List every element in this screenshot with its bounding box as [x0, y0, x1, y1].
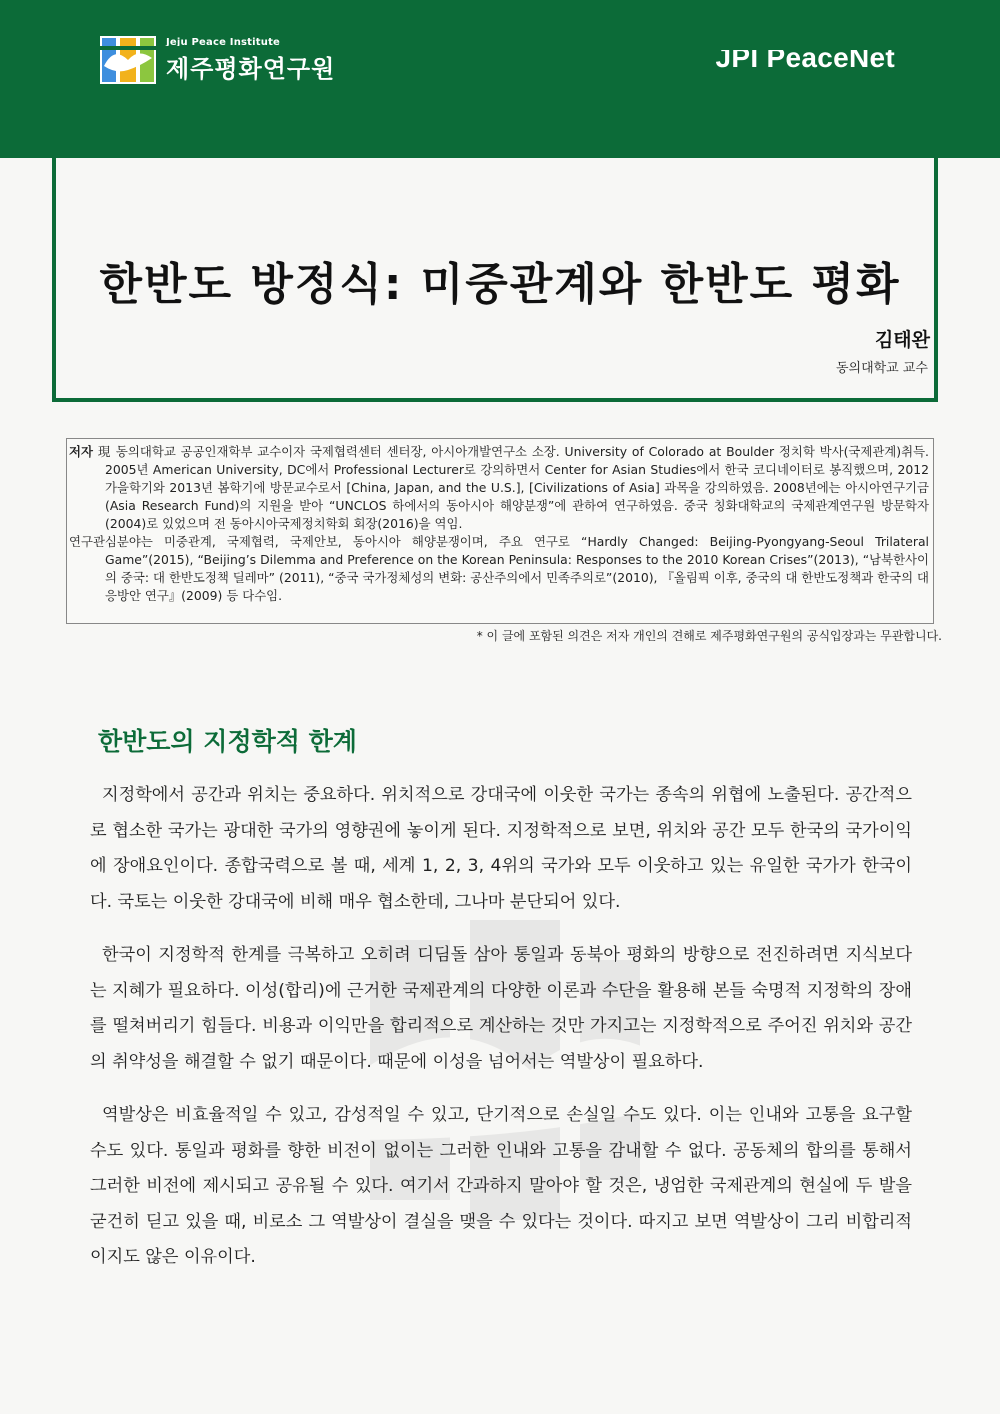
org-name-korean: 제주평화연구원	[166, 54, 336, 83]
body-paragraph-2: 한국이 지정학적 한계를 극복하고 오히려 디딤돌 삼아 통일과 동북아 평화의 방향으로 전진하려면 지식보다는 지혜가 필요하다. 이성(합리)에 근거한 국제관계의 다양한 이론과 수단을 활용해 본들 숙명적 지정학의 장애를 떨쳐버리기 힘들다. 비용과 이익만을 합리적으로 계산하는 것만 가지고는 지정학적으로 주어진 위치와 공간의 취약성을 해결할 수 없기 때문이다. 때문에 이성을 넘어서는 역발상이 필요하다.	[90, 945, 912, 1072]
title-frame	[52, 46, 938, 402]
bio-paragraph-2: 연구관심분야는 미중관계, 국제협력, 국제안보, 동아시아 해양분쟁이며, 주요 연구로 “Hardly Changed: Beijing-Pyongyang-Seoul Trilateral Game”(2015), “Beijing’s Dilemma and Preference on the Korean Peninsula: Responses to the 2010 Korean Crises”(2013), “남북한사이의 중국: 대 한반도정책 딜레마” (2011), “중국 국가정체성의 변화: 공산주의에서 민족주의로”(2010), 『올림픽 이후, 중국의 대 한반도정책과 한국의 대응방안 연구』(2009) 등 다수임.	[69, 534, 929, 603]
bio-label: 저자	[69, 444, 93, 459]
author-affiliation: 동의대학교 교수	[835, 361, 928, 376]
org-name-english: Jeju Peace Institute	[166, 36, 281, 48]
article-body	[90, 778, 912, 1294]
section-heading: 한반도의 지정학적 한계	[98, 727, 357, 756]
author-bio-box	[66, 438, 934, 624]
author-name: 김태완	[874, 329, 930, 351]
disclaimer-note: * 이 글에 포함된 의견은 저자 개인의 견해로 제주평화연구원의 공식입장과는 무관합니다.	[476, 629, 942, 643]
jpi-peacenet-brand: JPI PeaceNet	[715, 42, 895, 73]
bio-text-1: 現 동의대학교 공공인재학부 교수이자 국제협력센터 센터장, 아시아개발연구소 소장. University of Colorado at Boulder 정치학 박사(국제관계)취득. 2005년 American University, DC에서 Professional Lecturer로 강의하면서 Center for Asian Studies에서 한국 코디네이터로 봉직했으며, 2012 가을학기와 2013년 봄학기에 방문교수로서 [China, Japan, and the U.S.], [Civilizations of Asia] 과목을 강의하였음. 2008년에는 아시아연구기금(Asia Research Fund)의 지원을 받아 “UNCLOS 하에서의 동아시아 해양분쟁”에 관하여 연구하였음. 중국 칭화대학교의 국제관계연구원 방문학자(2004)로 있었으며 전 동아시아국제정치학회 회장(2016)을 역임.	[96, 444, 929, 531]
body-paragraph-3: 역발상은 비효율적일 수 있고, 감성적일 수 있고, 단기적으로 손실일 수도 있다. 이는 인내와 고통을 요구할 수도 있다. 통일과 평화를 향한 비전이 없이는 그러한 인내와 고통을 감내할 수 없다. 공동체의 합의를 통해서 그러한 비전에 제시되고 공유될 수 있다. 여기서 간과하지 말아야 할 것은, 냉엄한 국제관계의 현실에 두 발을 굳건히 딛고 있을 때, 비로소 그 역발상이 결실을 맺을 수 있다는 것이다. 따지고 보면 역발상이 그리 비합리적이지도 않은 이유이다.	[90, 1105, 912, 1267]
body-paragraph-1: 지정학에서 공간과 위치는 중요하다. 위치적으로 강대국에 이웃한 국가는 종속의 위협에 노출된다. 공간적으로 협소한 국가는 광대한 국가의 영향권에 놓이게 된다. 지정학적으로 보면, 위치와 공간 모두 한국의 국가이익에 장애요인이다. 종합국력으로 볼 때, 세계 1, 2, 3, 4위의 국가와 모두 이웃하고 있는 유일한 국가가 한국이다. 국토는 이웃한 강대국에 비해 매우 협소한데, 그나마 분단되어 있다.	[90, 785, 912, 912]
bio-paragraph-1	[69, 443, 929, 533]
document-title: 한반도 방정식: 미중관계와 한반도 평화	[99, 259, 901, 310]
